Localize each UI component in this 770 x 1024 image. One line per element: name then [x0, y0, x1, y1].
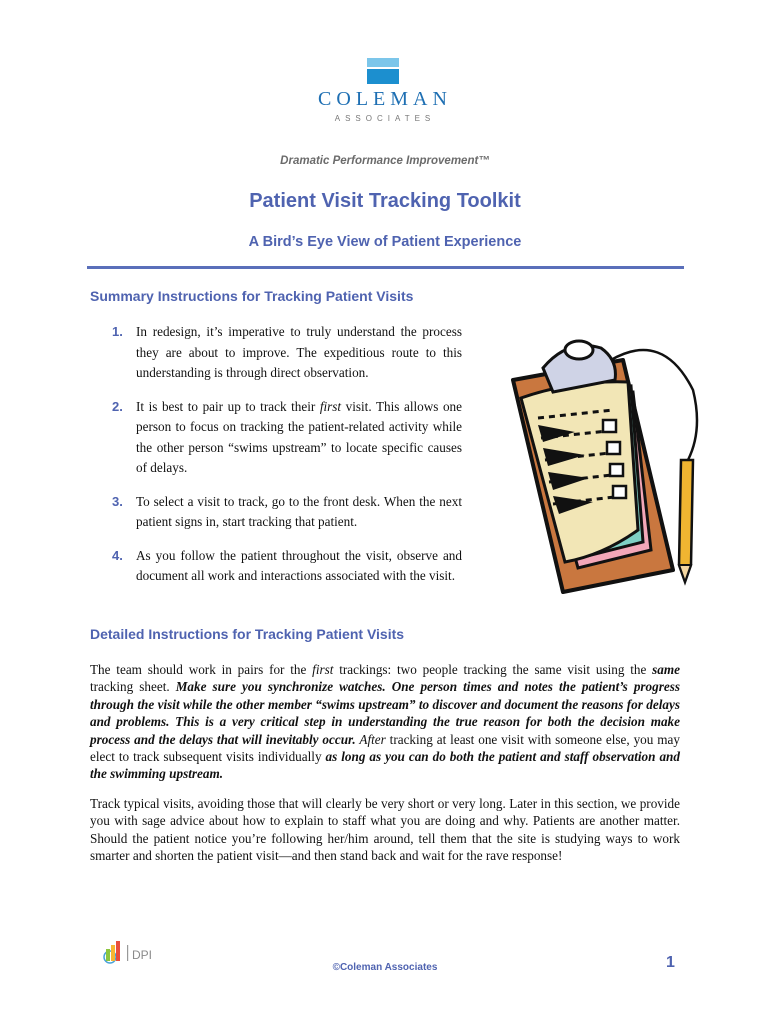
- page-title: Patient Visit Tracking Toolkit: [249, 190, 521, 212]
- summary-heading: Summary Instructions for Tracking Patient Visits: [90, 288, 414, 304]
- dpi-logo-text: DPI: [132, 948, 153, 962]
- series-label: Dramatic Performance Improvement™: [280, 155, 490, 167]
- title-divider: [87, 266, 684, 269]
- step-item: [112, 322, 462, 384]
- step-text-post: visit. This allows one person to focus on tracking the patient-related activity while the other person “swims upstream” to locate specific causes of delays.: [136, 398, 462, 475]
- text-run-italic: first: [312, 662, 334, 677]
- coleman-logo-icon: [367, 58, 399, 84]
- step-item: [112, 397, 462, 479]
- brand-subname: ASSOCIATES: [334, 114, 436, 123]
- text-run-bold-italic: as long as you can do both the patient and staff observation and the swimming upstream.: [90, 749, 680, 782]
- brand-name: COLEMAN: [318, 88, 452, 110]
- detailed-paragraph-2: Track typical visits, avoiding those that will clearly be very short or very long. Later in this section, we provide you with sage advice about how to explain to staff what you are doing and why. Patients are another matter. Should the patient notice you’re following her/him around, tell them that the site is studying ways to work smarter and shorten the patient visit—and then stand back and wait for the rave response!: [90, 796, 680, 864]
- step-text-pre: It is best to pair up to track their: [136, 398, 320, 414]
- text-run-italic: After: [355, 731, 386, 747]
- detailed-heading: Detailed Instructions for Tracking Patient Visits: [90, 626, 405, 642]
- detailed-paragraph-1: [90, 661, 680, 783]
- text-run: The team should work in pairs for the: [90, 662, 313, 677]
- step-text: To select a visit to track, go to the front desk. When the next patient signs in, start tracking that patient.: [136, 493, 462, 529]
- step-number: 4.: [112, 547, 123, 563]
- summary-steps: [112, 322, 462, 600]
- text-run: tracking sheet.: [90, 679, 176, 695]
- footer-copyright: ©Coleman Associates: [332, 962, 438, 973]
- step-text: As you follow the patient throughout the visit, observe and document all work and interactions associated with the visit.: [136, 547, 462, 583]
- clipboard-illustration-icon: [493, 320, 713, 602]
- step-number: 1.: [112, 324, 123, 339]
- text-run: trackings: two people tracking the same visit using the: [333, 662, 653, 677]
- text-run-bold-italic: Make sure you synchronize watches. One person times and notes the patient’s progress through the visit while the other member “swims upstream” to discover and document the reasons for delays and problems. This is a very critical step in understanding the true reason for both the decision make process and the delays that will inevitably occur.: [90, 679, 680, 747]
- page-number: 1: [666, 954, 675, 971]
- page-subtitle: A Bird’s Eye View of Patient Experience: [248, 234, 522, 250]
- step-number: 2.: [112, 398, 123, 414]
- step-number: 3.: [112, 493, 123, 509]
- step-item: [112, 492, 462, 533]
- text-run-bold-italic: same: [652, 662, 680, 677]
- step-item: [112, 546, 462, 587]
- step-text: In redesign, it’s imperative to truly understand the process they are about to improve. The expeditious route to this understanding is through direct observation.: [136, 324, 462, 380]
- step-text-em: first: [319, 398, 342, 414]
- text-run: tracking at least one visit with someone else, you may elect to track subsequent visits individually: [90, 731, 680, 765]
